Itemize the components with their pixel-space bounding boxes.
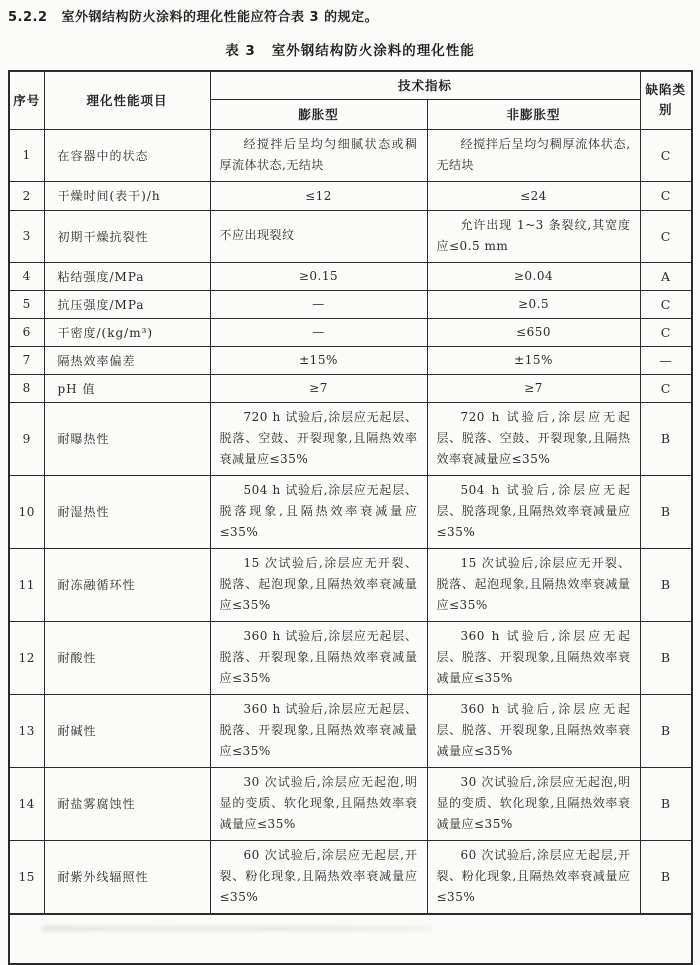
intumescent-value-cell: 60 次试验后,涂层应无起层,开裂、粉化现象,且隔热效率衰减量应≤35%: [210, 840, 427, 914]
clause-text: 室外钢结构防火涂料的理化性能应符合表 3 的规定。: [61, 10, 379, 25]
property-item-cell: 耐盐雾腐蚀性: [44, 767, 210, 840]
table-row: [9, 475, 692, 548]
non-intumescent-value-cell: 720 h 试验后,涂层应无起层、脱落、空鼓、开裂现象,且隔热效率衰减量应≤35%: [427, 402, 640, 475]
defect-category-cell: B: [640, 767, 692, 840]
intumescent-value-cell: 15 次试验后,涂层应无开裂、脱落、起泡现象,且隔热效率衰减量应≤35%: [210, 548, 427, 621]
non-intumescent-value-cell: ≥7: [427, 374, 640, 402]
table-row: [9, 181, 692, 210]
table-row: [9, 210, 692, 262]
defect-category-cell: B: [640, 548, 692, 621]
non-intumescent-value-cell: ≤650: [427, 318, 640, 346]
table-row: [9, 129, 692, 181]
row-number-cell: 6: [9, 318, 44, 346]
property-item-cell: 干燥时间(表干)/h: [44, 181, 210, 210]
property-item-cell: 耐曝热性: [44, 402, 210, 475]
table-row: [9, 346, 692, 374]
intumescent-value-cell: —: [210, 318, 427, 346]
row-number-cell: 9: [9, 402, 44, 475]
row-number-cell: 2: [9, 181, 44, 210]
non-intumescent-value-cell: 360 h 试验后,涂层应无起层、脱落、开裂现象,且隔热效率衰减量应≤35%: [427, 621, 640, 694]
non-intumescent-value-cell: ≤24: [427, 181, 640, 210]
defect-category-cell: C: [640, 290, 692, 318]
table-note-cell: [9, 914, 692, 964]
physical-chemical-properties-table: [8, 70, 693, 965]
table-row: [9, 621, 692, 694]
defect-category-cell: C: [640, 318, 692, 346]
row-number-cell: 13: [9, 694, 44, 767]
clipped-note-text: [42, 926, 432, 931]
table-row: [9, 290, 692, 318]
intumescent-value-cell: ≥0.15: [210, 262, 427, 290]
defect-category-cell: C: [640, 181, 692, 210]
header-no: 序号: [9, 71, 44, 129]
table-row: [9, 694, 692, 767]
intumescent-value-cell: ±15%: [210, 346, 427, 374]
property-item-cell: 耐紫外线辐照性: [44, 840, 210, 914]
row-number-cell: 12: [9, 621, 44, 694]
header-non-intumescent: 非膨胀型: [427, 99, 640, 129]
intumescent-value-cell: ≤12: [210, 181, 427, 210]
property-item-cell: 耐碱性: [44, 694, 210, 767]
header-item: 理化性能项目: [44, 71, 210, 129]
property-item-cell: 耐湿热性: [44, 475, 210, 548]
intumescent-value-cell: 30 次试验后,涂层应无起泡,明显的变质、软化现象,且隔热效率衰减量应≤35%: [210, 767, 427, 840]
table-row: [9, 318, 692, 346]
defect-category-cell: B: [640, 621, 692, 694]
row-number-cell: 3: [9, 210, 44, 262]
table-title: 室外钢结构防火涂料的理化性能: [271, 43, 475, 59]
defect-category-cell: C: [640, 129, 692, 181]
property-item-cell: 干密度/(kg/m³): [44, 318, 210, 346]
defect-category-cell: B: [640, 840, 692, 914]
defect-category-cell: C: [640, 210, 692, 262]
header-intumescent: 膨胀型: [210, 99, 427, 129]
defect-category-cell: B: [640, 694, 692, 767]
clause-number: 5.2.2: [8, 10, 48, 25]
non-intumescent-value-cell: 504 h 试验后,涂层应无起层、脱落现象,且隔热效率衰减量应≤35%: [427, 475, 640, 548]
row-number-cell: 10: [9, 475, 44, 548]
row-number-cell: 11: [9, 548, 44, 621]
non-intumescent-value-cell: 60 次试验后,涂层应无起层,开裂、粉化现象,且隔热效率衰减量应≤35%: [427, 840, 640, 914]
header-defect-category: 缺陷类别: [640, 71, 692, 129]
table-row: [9, 402, 692, 475]
non-intumescent-value-cell: 经搅拌后呈均匀稠厚流体状态,无结块: [427, 129, 640, 181]
row-number-cell: 14: [9, 767, 44, 840]
property-item-cell: 粘结强度/MPa: [44, 262, 210, 290]
property-item-cell: pH 值: [44, 374, 210, 402]
defect-category-cell: —: [640, 346, 692, 374]
intumescent-value-cell: 504 h 试验后,涂层应无起层、脱落现象,且隔热效率衰减量应≤35%: [210, 475, 427, 548]
table-header: [9, 71, 692, 129]
row-number-cell: 8: [9, 374, 44, 402]
intumescent-value-cell: 360 h 试验后,涂层应无起层、脱落、开裂现象,且隔热效率衰减量应≤35%: [210, 621, 427, 694]
property-item-cell: 初期干燥抗裂性: [44, 210, 210, 262]
defect-category-cell: C: [640, 374, 692, 402]
property-item-cell: 在容器中的状态: [44, 129, 210, 181]
non-intumescent-value-cell: 允许出现 1~3 条裂纹,其宽度应≤0.5 mm: [427, 210, 640, 262]
defect-category-cell: A: [640, 262, 692, 290]
table-number: 表 3: [225, 43, 256, 59]
table-row: [9, 840, 692, 914]
row-number-cell: 1: [9, 129, 44, 181]
defect-category-cell: B: [640, 402, 692, 475]
intumescent-value-cell: 720 h 试验后,涂层应无起层、脱落、空鼓、开裂现象,且隔热效率衰减量应≤35%: [210, 402, 427, 475]
table-note-row: [9, 914, 692, 964]
intumescent-value-cell: —: [210, 290, 427, 318]
non-intumescent-value-cell: 30 次试验后,涂层应无起泡,明显的变质、软化现象,且隔热效率衰减量应≤35%: [427, 767, 640, 840]
table-body: [9, 129, 692, 964]
property-item-cell: 隔热效率偏差: [44, 346, 210, 374]
defect-category-cell: B: [640, 475, 692, 548]
row-number-cell: 7: [9, 346, 44, 374]
intumescent-value-cell: ≥7: [210, 374, 427, 402]
non-intumescent-value-cell: ≥0.5: [427, 290, 640, 318]
table-row: [9, 262, 692, 290]
intumescent-value-cell: 不应出现裂纹: [210, 210, 427, 262]
row-number-cell: 5: [9, 290, 44, 318]
property-item-cell: 抗压强度/MPa: [44, 290, 210, 318]
row-number-cell: 15: [9, 840, 44, 914]
property-item-cell: 耐冻融循环性: [44, 548, 210, 621]
clause-heading: [8, 6, 692, 25]
non-intumescent-value-cell: ≥0.04: [427, 262, 640, 290]
intumescent-value-cell: 360 h 试验后,涂层应无起层、脱落、开裂现象,且隔热效率衰减量应≤35%: [210, 694, 427, 767]
non-intumescent-value-cell: ±15%: [427, 346, 640, 374]
header-tech-indicator: 技术指标: [210, 71, 640, 99]
intumescent-value-cell: 经搅拌后呈均匀细腻状态或稠厚流体状态,无结块: [210, 129, 427, 181]
property-item-cell: 耐酸性: [44, 621, 210, 694]
table-row: [9, 374, 692, 402]
row-number-cell: 4: [9, 262, 44, 290]
table-row: [9, 548, 692, 621]
non-intumescent-value-cell: 15 次试验后,涂层应无开裂、脱落、起泡现象,且隔热效率衰减量应≤35%: [427, 548, 640, 621]
table-caption: [8, 39, 692, 59]
non-intumescent-value-cell: 360 h 试验后,涂层应无起层、脱落、开裂现象,且隔热效率衰减量应≤35%: [427, 694, 640, 767]
table-row: [9, 767, 692, 840]
